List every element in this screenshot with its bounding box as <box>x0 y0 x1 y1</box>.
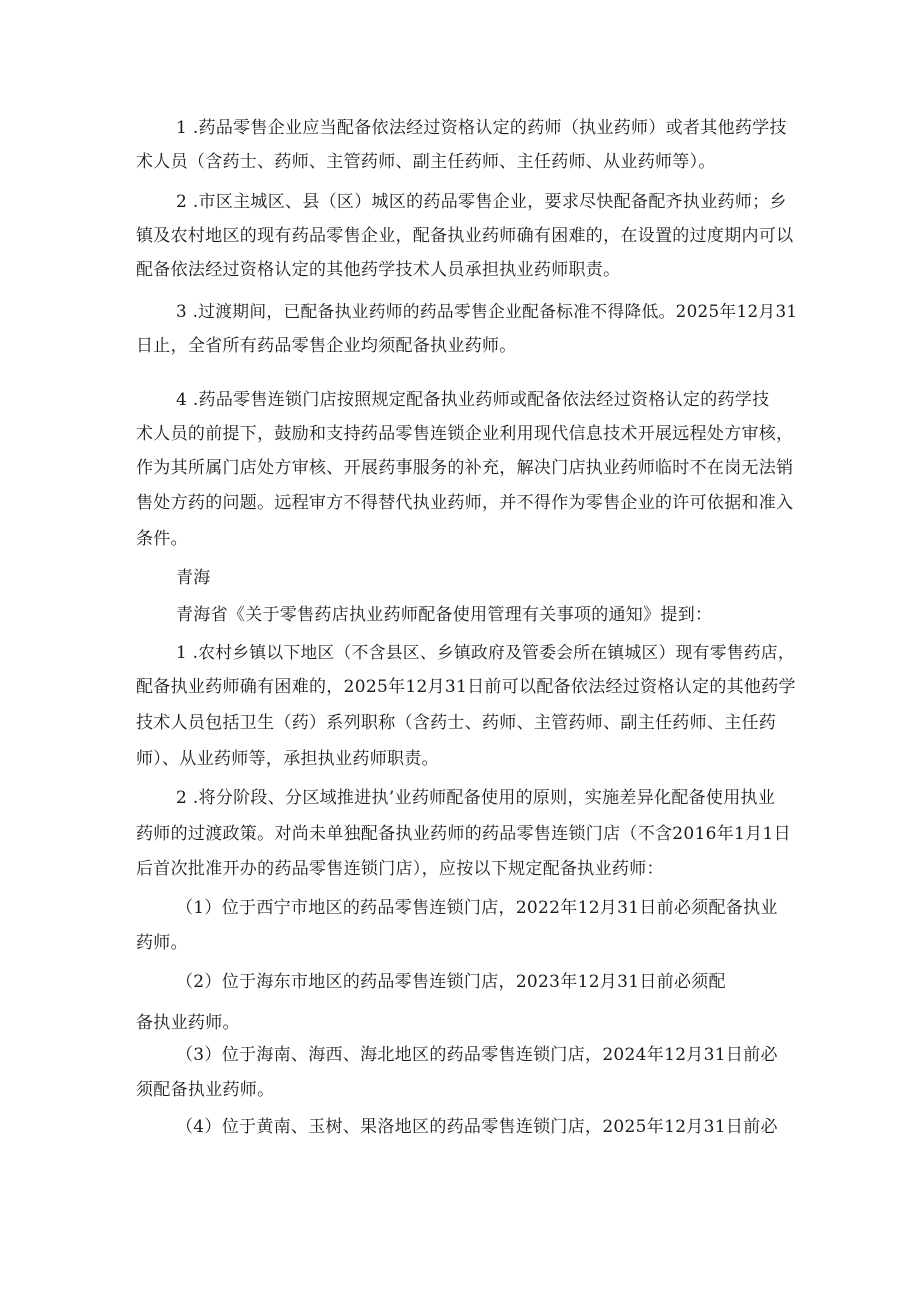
text-line: 技术人员包括卫生（药）系列职称（含药士、药师、主管药师、副主任药师、主任药 <box>136 713 777 733</box>
text-line: 条件。 <box>136 529 188 549</box>
text-line: 2 .市区主城区、县（区）城区的药品零售企业，要求尽快配备配齐执业药师；乡 <box>176 192 787 212</box>
text-line: 药师的过渡政策。对尚未单独配备执业药师的药品零售连锁门店（不含2016年1月1日 <box>136 824 791 844</box>
text-line: （1）位于西宁市地区的药品零售连锁门店，2022年12月31日前必须配备执业 <box>176 898 778 918</box>
text-line: 4 .药品零售连锁门店按照规定配备执业药师或配备依法经过资格认定的药学技 <box>176 390 770 410</box>
text-line: 师）、从业药师等，承担执业药师职责。 <box>136 749 439 769</box>
text-line: 青海省《关于零售药店执业药师配备使用管理有关事项的通知》提到： <box>176 605 713 625</box>
text-line: 售处方药的问题。远程审方不得替代执业药师，并不得作为零售企业的许可依据和准入 <box>136 493 794 513</box>
text-line: 2 .将分阶段、分区域推进执’业药师配备使用的原则，实施差异化配备使用执业 <box>176 788 776 808</box>
text-line: 日止，全省所有药品零售企业均须配备执业药师。 <box>136 336 517 356</box>
text-line: 药师。 <box>136 933 188 953</box>
text-line: 术人员（含药士、药师、主管药师、副主任药师、主任药师、从业药师等）。 <box>136 152 716 172</box>
text-line: （2）位于海东市地区的药品零售连锁门店，2023年12月31日前必须配 <box>176 972 726 992</box>
text-line: 后首次批准开办的药品零售连锁门店），应按以下规定配备执业药师： <box>136 859 664 879</box>
text-line: （3）位于海南、海西、海北地区的药品零售连锁门店，2024年12月31日前必 <box>176 1045 778 1065</box>
text-line: 1 .农村乡镇以下地区（不含县区、乡镇政府及管委会所在镇城区）现有零售药店， <box>176 642 795 662</box>
text-line: 作为其所属门店处方审核、开展药事服务的补充，解决门店执业药师临时不在岗无法销 <box>136 458 794 478</box>
text-line: 术人员的前提下，鼓励和支持药品零售连锁企业利用现代信息技术开展远程处方审核， <box>136 424 794 444</box>
text-line: 配备依法经过资格认定的其他药学技术人员承担执业药师职责。 <box>136 260 621 280</box>
text-line: 配备执业药师确有困难的，2025年12月31日前可以配备依法经过资格认定的其他药学 <box>136 677 796 697</box>
section-heading: 青海 <box>176 568 211 588</box>
text-line: 1 .药品零售企业应当配备依法经过资格认定的药师（执业药师）或者其他药学技 <box>176 118 787 138</box>
text-line: （4）位于黄南、玉树、果洛地区的药品零售连锁门店，2025年12月31日前必 <box>176 1117 778 1137</box>
text-line: 3 .过渡期间，已配备执业药师的药品零售企业配备标准不得降低。2025年12月31 <box>176 301 798 321</box>
text-line: 须配备执业药师。 <box>136 1080 275 1100</box>
text-line: 镇及农村地区的现有药品零售企业，配备执业药师确有困难的，在设置的过度期内可以 <box>136 226 794 246</box>
text-line: 备执业药师。 <box>136 1013 240 1033</box>
